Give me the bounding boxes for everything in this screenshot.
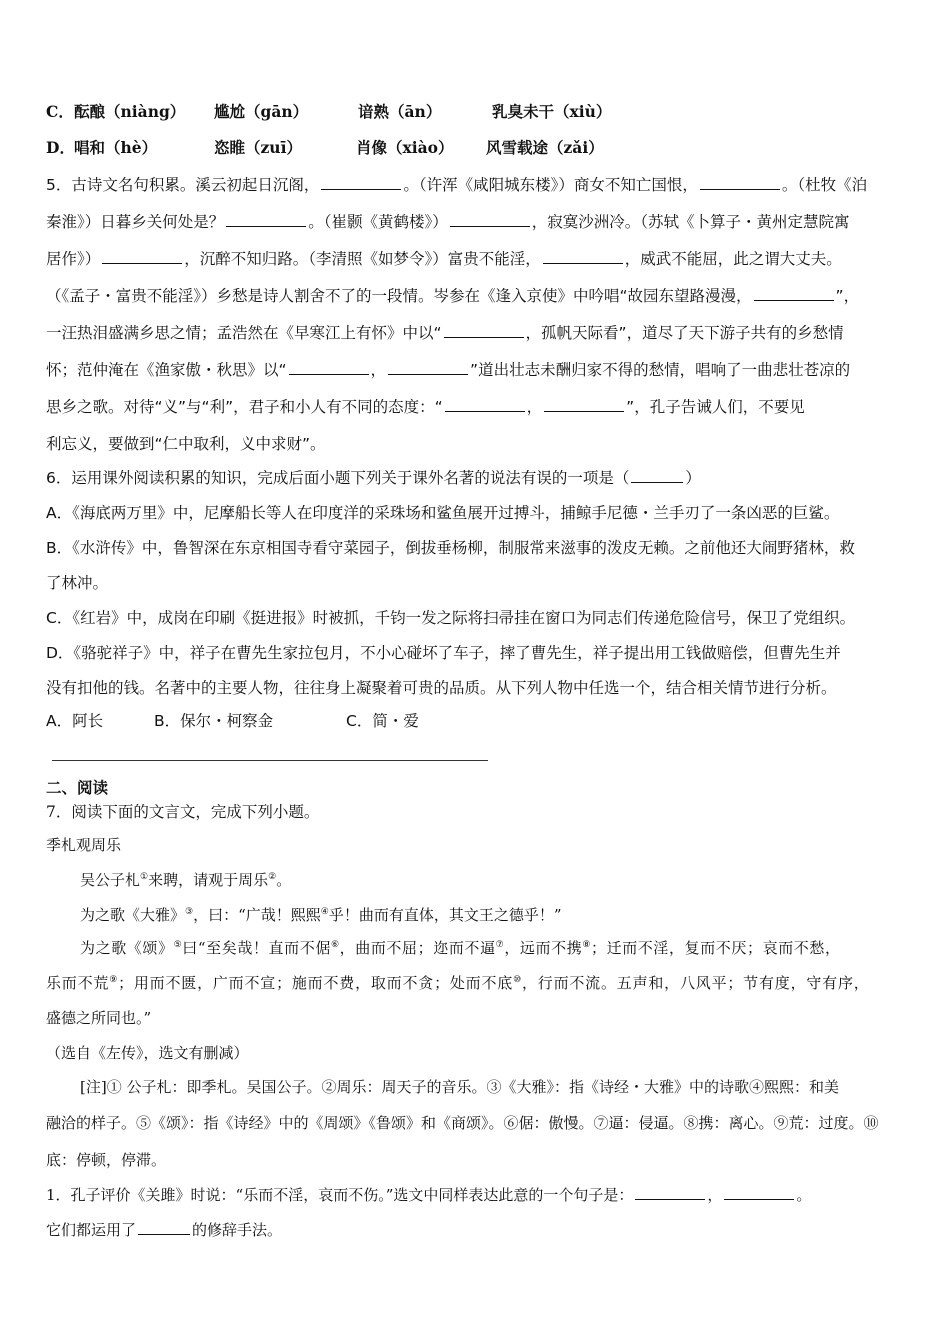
text: 的修辞手法。: [192, 1221, 283, 1239]
text: ，寂寞沙洲冷。（苏轼《卜算子・黄州定慧院寓: [531, 213, 850, 231]
answer-blank[interactable]: [635, 1185, 705, 1200]
text: ，孤帆天际看”，道尽了天下游子共有的乡愁情: [525, 324, 844, 342]
text: 5．古诗文名句积累。溪云初起日沉阁，: [46, 176, 320, 194]
q7-stem: 7．阅读下面的文言文，完成下列小题。: [46, 803, 320, 821]
sub-question-1: [46, 1185, 811, 1205]
answer-blank[interactable]: [102, 249, 182, 264]
footnote-ref: ⑧: [582, 940, 591, 950]
text: 一汪热泪盛满乡思之情；孟浩然在《早寒江上有怀》中以“: [46, 324, 442, 342]
text: ，: [707, 1186, 723, 1204]
choice-b: B．保尔・柯察金: [154, 712, 274, 730]
text: ”，: [835, 287, 860, 305]
text: ”，孔子告诫人们，不要见: [626, 398, 805, 416]
text: 曰“至矣哉！直而不倨: [182, 939, 331, 957]
q5-line-8: [46, 434, 326, 454]
text: ，沉醉不知归路。（李清照《如梦令》）富贵不能淫，: [184, 250, 541, 268]
q5-line-5: [46, 323, 844, 343]
footnote-ref: ⑥: [330, 940, 340, 950]
passage-title: 季札观周乐: [46, 836, 122, 854]
answer-blank[interactable]: [138, 1220, 190, 1235]
text: ）: [685, 469, 701, 487]
answer-blank[interactable]: [321, 175, 401, 190]
footnote-ref: ⑩: [513, 975, 522, 985]
notes-line-1: [注]① 公子札：即季札。吴国公子。②周乐：周天子的音乐。③《大雅》：指《诗经・大雅》中的诗歌④熙熙：和美: [80, 1078, 839, 1096]
passage-para-3-line-1: [80, 938, 841, 958]
text: ，远而不携: [504, 939, 583, 957]
option-label: D．: [46, 138, 75, 157]
answer-blank[interactable]: [724, 1185, 794, 1200]
passage-para-1: [80, 870, 291, 890]
footnote-ref: ⑨: [109, 975, 119, 985]
answer-blank[interactable]: [445, 397, 525, 412]
section-heading: 二、阅读: [46, 779, 109, 797]
text: 乎！曲而有直体，其文王之德乎！”: [328, 906, 562, 924]
passage-para-3-line-3: 盛德之所同也。”: [46, 1009, 152, 1027]
passage-para-2: [80, 905, 562, 925]
q6-option-a: A．《海底两万里》中，尼摩船长等人在印度洋的采珠场和鲨鱼展开过搏斗，捕鲸手尼德・兰手刃了一条凶恶的巨鲨。: [46, 504, 840, 522]
option-item: 风雪载途（zǎi）: [486, 138, 604, 157]
q5-line-2: [46, 212, 850, 232]
q6-option-c: C．《红岩》中，成岗在印刷《挺进报》时被抓，千钧一发之际将扫帚挂在窗口为同志们传递危险信号，保卫了党组织。: [46, 609, 856, 627]
q6-option-b: B．《水浒传》中，鲁智深在东京相国寺看守菜园子，倒拔垂杨柳，制服常来滋事的泼皮无赖。之前他还大闹野猪林，救: [46, 539, 855, 557]
choice-c: C．简・爱: [346, 712, 419, 730]
answer-blank[interactable]: [754, 286, 834, 301]
text: （《孟子・富贵不能淫》）乡愁是诗人割舍不了的一段情。岑参在《逢入京使》中吟唱“故园东望路漫漫，: [46, 287, 752, 305]
text: 为之歌《颂》: [80, 939, 174, 957]
option-item: 肖像（xiào）: [356, 138, 454, 157]
answer-blank[interactable]: [543, 249, 623, 264]
text: 乐而不荒: [46, 974, 110, 992]
answer-blank[interactable]: [544, 397, 624, 412]
q5-line-4: [46, 286, 859, 306]
text: 。（崔颢《黄鹤楼》）: [308, 213, 448, 231]
text: ，威武不能屈，此之谓大丈夫。: [624, 250, 842, 268]
q5-line-7: [46, 397, 805, 417]
option-item: 谙熟（ān）: [358, 102, 442, 121]
footnote-ref: ③: [185, 907, 194, 917]
text: 1．孔子评价《关雎》时说：“乐而不淫，哀而不伤。”选文中同样表达此意的一个句子是：: [46, 1186, 634, 1204]
text: ，曲而不屈；迩而不逼: [339, 939, 496, 957]
text: 。: [276, 871, 292, 889]
text: 。: [796, 1186, 812, 1204]
text: 它们都运用了: [46, 1221, 137, 1239]
notes-line-3: 底：停顿，停滞。: [46, 1151, 167, 1169]
text: 怀；范仲淹在《渔家傲・秋思》以“: [46, 361, 287, 379]
answer-blank[interactable]: [289, 360, 369, 375]
text: 居作》）: [46, 250, 101, 268]
notes-line-2: 融洽的样子。⑤《颂》：指《诗经》中的《周颂》《鲁颂》和《商颂》。⑥倨：傲慢。⑦逼：侵逼。⑧携：离心。⑨荒：过度。⑩: [46, 1114, 879, 1132]
q6-option-d: D．《骆驼祥子》中，祥子在曹先生家拉包月，不小心碰坏了车子，摔了曹先生，祥子提出用工钱做赔偿，但曹先生并: [46, 644, 841, 662]
text: 思乡之歌。对待“义”与“利”，君子和小人有不同的态度：“: [46, 398, 443, 416]
text: 秦淮》）日暮乡关何处是？: [46, 213, 225, 231]
footnote-ref: ⑦: [495, 940, 505, 950]
passage-para-3-line-2: [46, 973, 870, 993]
q5-line-6: [46, 360, 850, 380]
text: ，行而不流。五声和，八风平；节有度，守有序，: [521, 974, 870, 992]
footnote-ref: ④: [320, 907, 329, 917]
q6-stem: [46, 468, 701, 488]
q5-line-1: [46, 175, 867, 195]
footnote-ref: ⑤: [173, 940, 183, 950]
answer-blank[interactable]: [226, 212, 306, 227]
answer-blank[interactable]: [388, 360, 468, 375]
option-item: 唱和（hè）: [74, 138, 158, 157]
q6-sub-question: 没有扣他的钱。名著中的主要人物，往往身上凝聚着可贵的品质。从下列人物中任选一个，结合相关情节进行分析。: [46, 679, 837, 697]
text: 。（许浑《咸阳城东楼》）商女不知亡国恨，: [403, 176, 698, 194]
text: 来聘，请观于周乐: [148, 871, 269, 889]
q5-line-3: [46, 249, 842, 269]
option-label: C．: [46, 102, 74, 121]
option-item: 乳臭未干（xiù）: [492, 102, 612, 121]
text: 6．运用课外阅读积累的知识，完成后面小题下列关于课外名著的说法有误的一项是（: [46, 469, 630, 487]
footnote-ref: ②: [268, 872, 277, 882]
answer-blank[interactable]: [700, 175, 780, 190]
text: 利忘义，要做到“仁中取利，义中求财”。: [46, 435, 326, 453]
text: ”道出壮志未酬归家不得的愁情，唱响了一曲悲壮苍凉的: [470, 361, 851, 379]
answer-line[interactable]: [52, 760, 488, 761]
answer-blank[interactable]: [631, 468, 683, 483]
text: 。（杜牧《泊: [781, 176, 868, 194]
footnote-ref: ①: [140, 872, 149, 882]
text: ，: [526, 398, 543, 416]
text: ；用而不匮，广而不宣；施而不费，取而不贪；处而不底: [118, 974, 514, 992]
option-item: 尴尬（gān）: [214, 102, 309, 121]
passage-source: （选自《左传》，选文有删减）: [46, 1044, 249, 1062]
choice-a: A．阿长: [46, 712, 104, 730]
answer-blank[interactable]: [450, 212, 530, 227]
option-item: 恣睢（zuī）: [214, 138, 302, 157]
text: ，: [370, 361, 387, 379]
q6-option-b-cont: 了林冲。: [46, 574, 109, 592]
text: ，曰：“广哉！熙熙: [193, 906, 321, 924]
option-item: 酝酿（niàng）: [74, 102, 186, 121]
answer-blank[interactable]: [444, 323, 524, 338]
text: 为之歌《大雅》: [80, 906, 186, 924]
text: ；迁而不淫，复而不厌；哀而不愁，: [591, 939, 841, 957]
text: 吴公子札: [80, 871, 141, 889]
sub-question-1-cont: [46, 1220, 282, 1240]
